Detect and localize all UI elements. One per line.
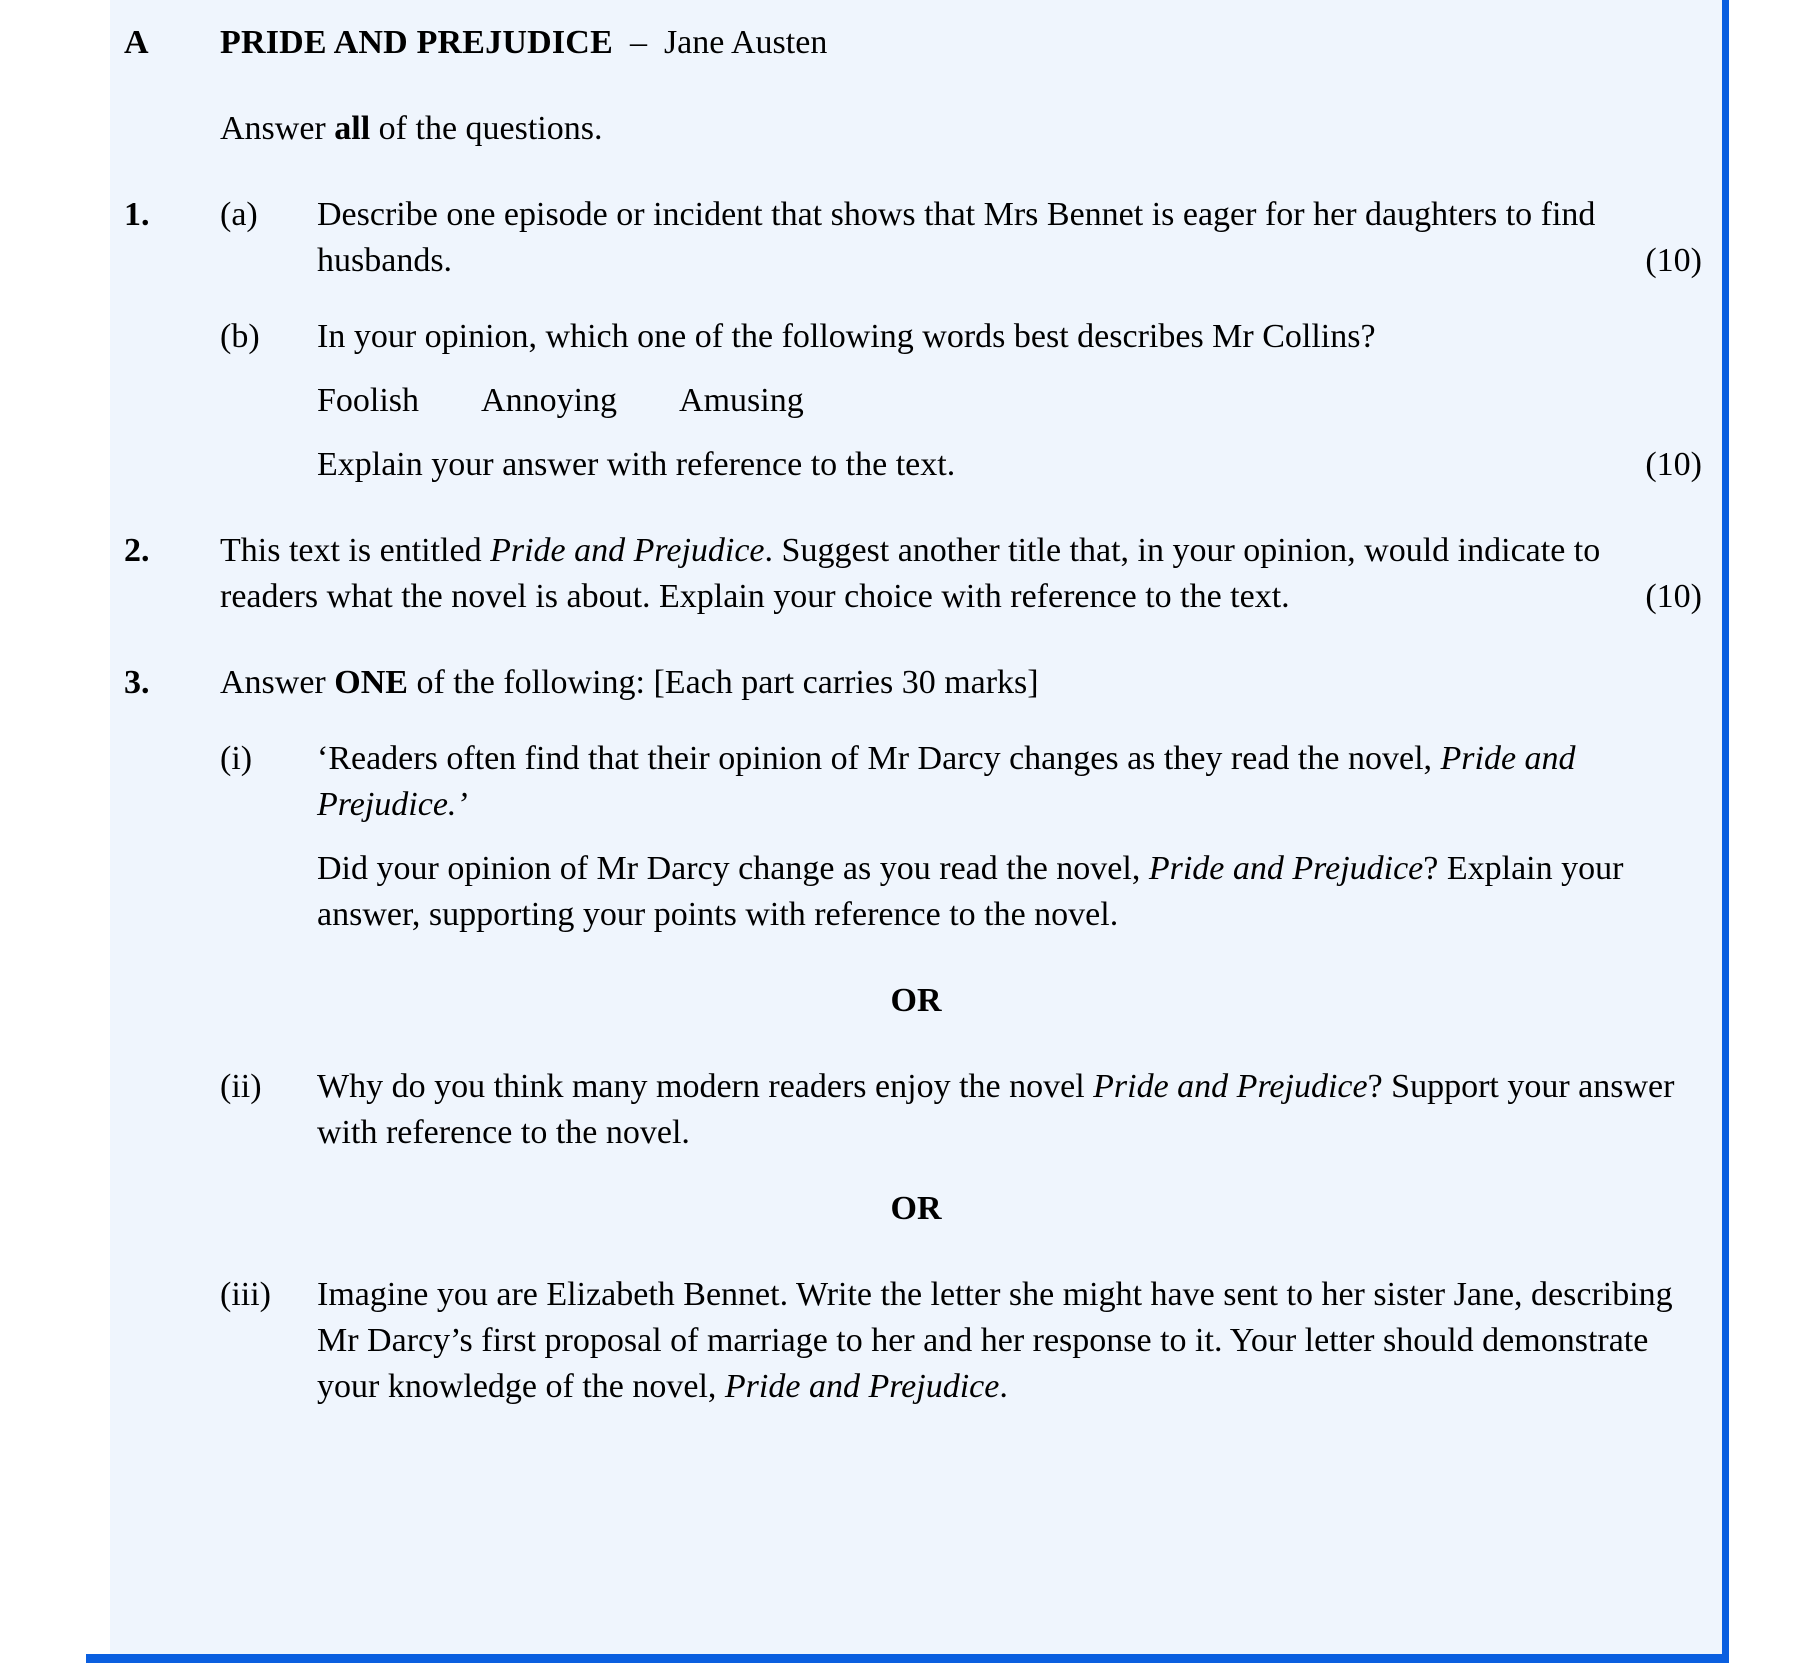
title-dash: – — [629, 24, 647, 61]
option-i-quote — [317, 736, 1722, 828]
spacer — [110, 66, 1722, 106]
section-heading — [110, 0, 1722, 66]
question-1a-label: (a) — [220, 196, 258, 233]
question-1-number: 1. — [124, 196, 150, 233]
question-3-option-ii — [110, 1064, 1722, 1156]
question-1b-followup-row — [110, 442, 1722, 488]
section-content — [110, 0, 1722, 1654]
option-iii-para-post: . — [999, 1368, 1008, 1405]
spacer — [110, 152, 1722, 192]
option-i-quote-post: .’ — [447, 786, 468, 823]
question-3-number: 3. — [124, 664, 150, 701]
question-3-option-iii — [110, 1272, 1722, 1410]
option-ii-label: (ii) — [220, 1068, 262, 1105]
question-3-option-i-para — [110, 846, 1722, 938]
question-2-marks: (10) — [1645, 578, 1702, 615]
option-i-para — [317, 846, 1722, 938]
section-title-line — [220, 20, 1722, 66]
question-1b-label: (b) — [220, 318, 260, 355]
question-3-lead-text — [220, 660, 1722, 706]
option-iii-para-title: Pride and Prejudice — [724, 1368, 1000, 1405]
option-ii-para-pre: Why do you think many modern readers enjoy the novel — [317, 1068, 1094, 1105]
question-2-text-post: . Suggest another title that, in your opinion, would indicate to readers what the novel is about. Explain your choice with reference to the text. — [220, 532, 1601, 615]
question-1a-marks: (10) — [1645, 242, 1702, 279]
panel-right-border — [1722, 0, 1729, 1654]
instruction-pre: Answer — [220, 110, 335, 147]
question-2-number: 2. — [124, 532, 150, 569]
option-i-quote-title: Pride and Prejudice — [317, 740, 1576, 823]
question-3-lead-post: of the following: [Each part carries 30 marks] — [407, 664, 1039, 701]
option-i-para-post: ? Explain your answer, supporting your points with reference to the novel. — [317, 850, 1624, 933]
answer-all-instruction — [110, 106, 1722, 152]
question-1a-text-wrap — [317, 192, 1722, 284]
question-3-lead-emphasis: ONE — [334, 664, 408, 701]
spacer — [110, 488, 1722, 528]
spacer — [110, 938, 1722, 978]
spacer — [110, 1156, 1722, 1186]
panel-bottom-border — [86, 1654, 1729, 1663]
option-i-para-title: Pride and Prejudice — [1148, 850, 1424, 887]
question-1a — [110, 192, 1722, 284]
spacer — [110, 1024, 1722, 1064]
question-2-text-wrap — [220, 528, 1722, 620]
question-1b-options-row — [110, 378, 1722, 424]
option-ii-para-title: Pride and Prejudice — [1093, 1068, 1368, 1105]
section-author: Jane Austen — [663, 24, 828, 61]
spacer — [110, 284, 1722, 314]
section-title: PRIDE AND PREJUDICE — [220, 24, 613, 61]
question-1b — [110, 314, 1722, 360]
option-annoying: Annoying — [481, 382, 618, 419]
spacer — [110, 828, 1722, 846]
option-foolish: Foolish — [317, 382, 420, 419]
section-letter: A — [124, 24, 149, 61]
question-3-lead — [110, 660, 1722, 706]
or-separator-1: OR — [890, 982, 942, 1019]
option-i-label: (i) — [220, 740, 253, 777]
instruction-text — [220, 106, 1722, 152]
section-panel — [110, 0, 1722, 1654]
question-2-text-pre: This text is entitled — [220, 532, 491, 569]
question-3-lead-pre: Answer — [220, 664, 335, 701]
question-1b-marks: (10) — [1645, 446, 1702, 483]
question-1b-followup: Explain your answer with reference to the text. — [317, 446, 956, 483]
option-iii-label: (iii) — [220, 1276, 271, 1313]
question-2-novel-title: Pride and Prejudice — [490, 532, 765, 569]
option-ii-para — [317, 1064, 1722, 1156]
question-1b-options — [317, 378, 1722, 424]
option-i-quote-pre: ‘Readers often find that their opinion of Mr Darcy changes as they read the novel, — [317, 740, 1441, 777]
question-1a-text: Describe one episode or incident that shows that Mrs Bennet is eager for her daughters to find husbands. — [317, 196, 1596, 279]
spacer — [110, 706, 1722, 736]
instruction-post: of the questions. — [370, 110, 603, 147]
or-separator-2: OR — [890, 1190, 942, 1227]
option-amusing: Amusing — [679, 382, 804, 419]
question-1b-text: In your opinion, which one of the following words best describes Mr Collins? — [317, 318, 1376, 355]
spacer — [110, 1232, 1722, 1272]
option-i-para-pre: Did your opinion of Mr Darcy change as you read the novel, — [317, 850, 1149, 887]
spacer — [110, 424, 1722, 442]
option-ii-para-post: ? Support your answer with reference to the novel. — [317, 1068, 1675, 1151]
question-1b-followup-wrap — [317, 442, 1722, 488]
spacer — [110, 360, 1722, 378]
option-iii-para — [317, 1272, 1722, 1410]
question-3-option-i — [110, 736, 1722, 828]
spacer — [110, 620, 1722, 660]
instruction-emphasis: all — [334, 110, 371, 147]
option-iii-para-pre: Imagine you are Elizabeth Bennet. Write the letter she might have sent to her sister Jane, describing Mr Darcy’s first proposal of marriage to her and her response to it. Your letter should demonstrate your knowledge of the novel, — [317, 1276, 1673, 1405]
question-2 — [110, 528, 1722, 620]
